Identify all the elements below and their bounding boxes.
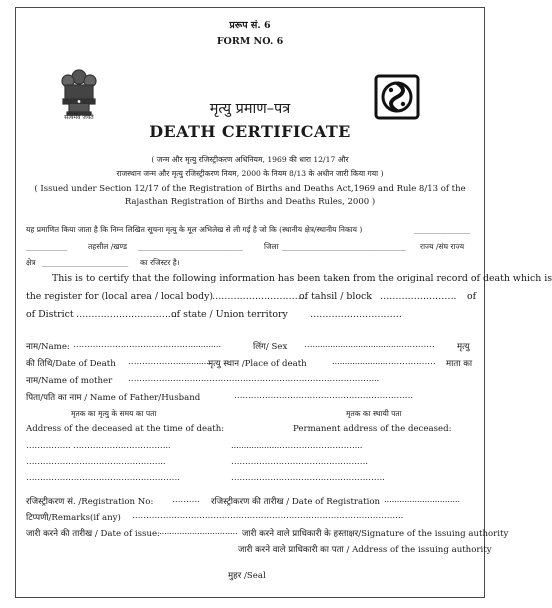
dotted-line: .....................……………… [332, 357, 436, 367]
dotted-line: …………………………………………. [231, 457, 368, 467]
registration-no-label: रजिस्ट्रीकरण सं. /Registration No: [26, 497, 154, 507]
death-hindi-label: मृत्यु [457, 342, 470, 352]
date-of-issue-label: जारी करने की तारीख / Date of issue: [26, 529, 160, 539]
emblem-motto: सत्यमेव जयते [64, 114, 94, 121]
state-ut-label: of state / Union territory [171, 309, 288, 320]
dotted-line: ………………………………………….. [26, 457, 166, 467]
fill-line: ____________________________ [138, 242, 243, 251]
tehsil-label: तहसील /खण्ड [88, 242, 127, 251]
fill-line: ___________ [26, 242, 68, 251]
dotted-line: ...................………………………... [231, 441, 363, 451]
name-label: नाम/Name: [26, 342, 70, 352]
register-label-hindi: का रजिस्टर है। [140, 258, 180, 267]
certificate-frame [15, 7, 552, 598]
permanent-address-hindi: मृतक का स्थायी पता [346, 409, 402, 418]
issued-under-hindi-2: राजस्थान जन्म और मृत्यु रजिस्ट्रीकरण नियम, 2000 के नियम 8/13 के अधीन जारी किया गया ) [116, 169, 384, 178]
address-at-death-hindi: मृतक का मृत्यु के समय का पता [71, 409, 157, 418]
mother-name-label: नाम/Name of mother [26, 376, 113, 386]
sex-label: लिंग/ Sex [253, 342, 288, 352]
area-label-hindi: क्षेत्र [26, 258, 36, 267]
permanent-address-label: Permanent address of the deceased: [293, 424, 452, 434]
dotted-line: ………………………… [310, 309, 402, 320]
registration-date-label: रजिस्ट्रीकरण की तारीख / Date of Registration [211, 497, 381, 507]
form-number-hindi: प्ररूप सं. 6 [229, 20, 271, 31]
dotted-line: .............................. [384, 495, 460, 505]
dotted-line: ............................... [159, 527, 238, 537]
certificate-title-hindi: मृत्यु प्रमाण–पत्र [209, 101, 291, 117]
dotted-line: ………………………………………………. [231, 473, 385, 483]
dotted-line: ………………............. [128, 357, 212, 367]
dotted-line: …...................................………… [304, 340, 435, 350]
signature-authority-label: जारी करने वाले प्राधिकारी के हस्ताक्षर/Signature of the issuing authority [242, 529, 509, 539]
district-label-hindi: जिला [264, 242, 279, 251]
remarks-label: टिप्पणी/Remarks(if any) [26, 513, 121, 523]
intro-hindi-line1: यह प्रमाणित किया जाता है कि निम्न लिखित सूचना मृत्यु के मूल अभिलेख से ली गई है जो कि (स्थानीय क्षेत्र/स्थानीय निकाय ) [26, 225, 363, 234]
issued-under-en-1: ( Issued under Section 12/17 of the Registration of Births and Deaths Act,1969 and Rule 8/13 of the [34, 184, 466, 194]
dotted-line: ……………. …………………………….. [26, 441, 171, 451]
certificate-title: DEATH CERTIFICATE [149, 122, 351, 141]
issued-under-hindi-1: ( जन्म और मृत्यु रजिस्ट्रीकरण अधिनियम, 1969 की धारा 12/17 और [151, 155, 349, 164]
address-authority-label: जारी करने वाले प्राधिकारी का पता / Address of the issuing authority [238, 545, 492, 555]
dotted-line: ……………………………………………………………………………... [128, 374, 380, 384]
district-label: of District [26, 309, 74, 320]
fill-line: _________________________________ [282, 242, 406, 251]
address-at-death-label: Address of the deceased at the time of death: [26, 424, 225, 434]
dotted-line: …………………………… [76, 309, 177, 320]
state-label-hindi: राज्य /संघ राज्य [420, 242, 465, 251]
fill-line: _______________ [414, 225, 471, 234]
intro-en-line1: This is to certify that the following information has been taken from the original record of death which is [52, 273, 552, 284]
register-local-area-label: the register for (local area / local body) [26, 291, 214, 302]
date-of-death-label: की तिथि/Date of Death [26, 359, 116, 369]
dotted-line: ………………………………………………………. [234, 391, 413, 401]
dotted-line: ……………………………………………………………………………………. [132, 511, 404, 521]
place-of-death-label: मृत्यु स्थान /Place of death [208, 359, 307, 369]
seal-label: मुहर /Seal [228, 571, 266, 581]
dotted-line: …………………………. [212, 291, 307, 302]
of-label: of [467, 291, 477, 302]
dotted-line: ……………………………………............ [73, 340, 221, 350]
fill-line: _______________________ [42, 258, 129, 267]
mother-hindi-label: माता का [446, 359, 473, 369]
tahsil-label: of tahsil / block [299, 291, 372, 302]
form-number: FORM NO. 6 [216, 36, 284, 47]
issued-under-en-2: Rajasthan Registration of Births and Deaths Rules, 2000 ) [124, 197, 376, 207]
dotted-line: ………………………………………………. [26, 473, 180, 483]
father-husband-label: पिता/पति का नाम / Name of Father/Husband [26, 393, 201, 403]
dotted-line: ………. [172, 495, 200, 505]
dotted-line: ……………………. [380, 291, 457, 302]
